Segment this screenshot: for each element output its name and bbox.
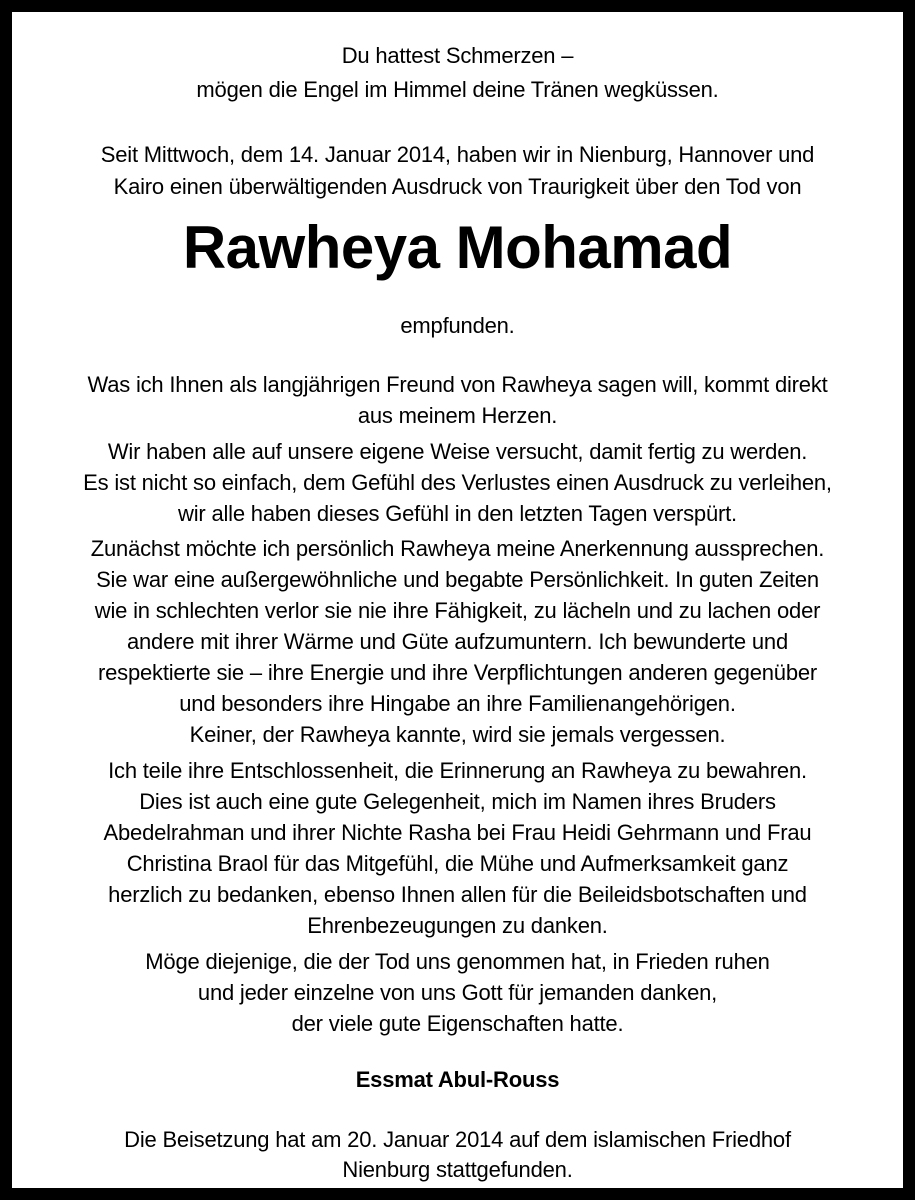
signature: Essmat Abul-Rouss (355, 1067, 560, 1092)
paragraph-3-line-2: Sie war eine außergewöhnliche und begabte Persönlichkeit. In guten Zeiten (96, 567, 819, 592)
deceased-name: Rawheya Mohamad (182, 214, 733, 281)
paragraph-5-line-1: Möge diejenige, die der Tod uns genommen hat, in Frieden ruhen (145, 949, 770, 974)
paragraph-4-line-4: Christina Braol für das Mitgefühl, die Mühe und Aufmerksamkeit ganz (126, 851, 789, 876)
paragraph-4-line-6: Ehrenbezeugungen zu danken. (307, 913, 608, 938)
after-name-text: empfunden. (400, 313, 515, 338)
paragraph-4-line-3: Abedelrahman und ihrer Nichte Rasha bei Frau Heidi Gehrmann und Frau (103, 820, 812, 845)
paragraph-4-line-2: Dies ist auch eine gute Gelegenheit, mich im Namen ihres Bruders (139, 789, 776, 814)
burial-line-1: Die Beisetzung hat am 20. Januar 2014 auf dem islamischen Friedhof (124, 1127, 791, 1152)
paragraph-2-line-1: Wir haben alle auf unsere eigene Weise versucht, damit fertig zu werden. (107, 439, 808, 464)
paragraph-3-line-1: Zunächst möchte ich persönlich Rawheya meine Anerkennung aussprechen. (90, 536, 825, 561)
paragraph-2-line-2: Es ist nicht so einfach, dem Gefühl des Verlustes einen Ausdruck zu verleihen, (83, 470, 832, 495)
paragraph-4-line-1: Ich teile ihre Entschlossenheit, die Erinnerung an Rawheya zu bewahren. (108, 758, 807, 783)
paragraph-3-line-3: wie in schlechten verlor sie nie ihre Fähigkeit, zu lächeln und zu lachen oder (94, 598, 821, 623)
paragraph-3-line-4: andere mit ihrer Wärme und Güte aufzumuntern. Ich bewunderte und (126, 629, 788, 654)
paragraph-4-line-5: herzlich zu bedanken, ebenso Ihnen allen für die Beileidsbotschaften und (108, 882, 807, 907)
motto-line-2: mögen die Engel im Himmel deine Tränen wegküssen. (196, 77, 719, 102)
paragraph-3-line-7: Keiner, der Rawheya kannte, wird sie jemals vergessen. (189, 722, 726, 747)
paragraph-5-line-2: und jeder einzelne von uns Gott für jemanden danken, (197, 980, 718, 1005)
paragraph-3-line-6: und besonders ihre Hingabe an ihre Familienangehörigen. (179, 691, 736, 716)
motto-line-1: Du hattest Schmerzen – (341, 43, 574, 68)
paragraph-5-line-3: der viele gute Eigenschaften hatte. (291, 1011, 624, 1036)
intro-line-1: Seit Mittwoch, dem 14. Januar 2014, haben wir in Nienburg, Hannover und (100, 142, 815, 167)
paragraph-3-line-5: respektierte sie – ihre Energie und ihre Verpflichtungen anderen gegenüber (97, 660, 818, 685)
obituary-content (24, 12, 891, 1188)
paragraph-2-line-3: wir alle haben dieses Gefühl in den letzten Tagen verspürt. (178, 501, 737, 526)
burial-line-2: Nienburg stattgefunden. (342, 1157, 573, 1182)
intro-line-2: Kairo einen überwältigenden Ausdruck von Traurigkeit über den Tod von (113, 174, 802, 199)
paragraph-1-line-2: aus meinem Herzen. (357, 403, 558, 428)
paragraph-1-line-1: Was ich Ihnen als langjährigen Freund von Rawheya sagen will, kommt direkt (87, 372, 828, 397)
